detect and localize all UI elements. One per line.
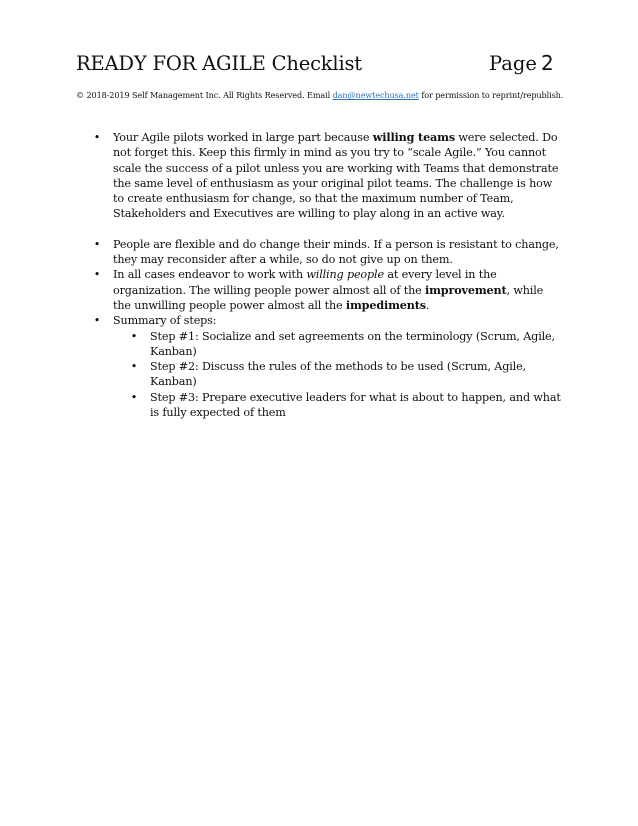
step-text: Step #3: Prepare executive leaders for what is about to happen, and what is fully expected of them [150,390,561,420]
bullet-icon: • [93,314,101,328]
item-emphasis: improvement [425,282,507,297]
step-text: Step #2: Discuss the rules of the methods to be used (Scrum, Agile, Kanban) [150,360,526,389]
item-text: Your Agile pilots worked in large part because [113,131,373,144]
item-text: In all cases endeavor to work with [113,268,307,282]
item-text: at every level in the organization. The willing people power almost all of the [113,268,497,297]
copyright-text: © 2018-2019 Self Management Inc. All Rights Reserved. Email [76,90,333,100]
item-text: were selected. Do not forget this. Keep this firmly in mind as you try to “scale Agile.” You cannot scale the success of a pilot unless you are working with Teams that demonstrate the same level of enthusiasm as your original pilot teams. The challenge is how to create enthusiasm for change, so that the maximum number of Team, Stakeholders and Executives are willing to play along in an active way. [113,131,559,221]
page-number: 2 [541,51,554,75]
bullet-icon: • [93,131,101,144]
item-text: . [425,298,430,312]
copyright-suffix: for permission to reprint/republish. [418,90,564,100]
item-emphasis: impediments [345,297,426,312]
list-item [92,267,562,313]
item-text: People are flexible and do change their minds. If a person is resistant to change, they may reconsider after a while, so do not give up on them. [113,237,559,267]
copyright-line [76,90,563,100]
page-header [76,52,556,80]
list-item [92,130,562,222]
bullet-icon: • [93,268,101,282]
bullet-icon: • [93,237,101,251]
bullet-icon: • [130,390,138,404]
list-item [92,237,562,268]
email-link[interactable]: dan@newtechusa.net [332,90,419,100]
item-italic: willing people [306,268,384,282]
item-emphasis: willing teams [372,130,455,144]
step-item [129,390,562,421]
page-label: Page [489,52,537,75]
item-text: , while the unwilling people power almost all the [113,283,544,312]
steps-list [129,329,562,421]
step-text: Step #1: Socialize and set agreements on the terminology (Scrum, Agile, Kanban) [150,329,555,358]
checklist-content [92,130,562,420]
item-text: Summary of steps: [113,314,217,328]
bullet-list [92,130,562,420]
bullet-icon: • [130,360,138,374]
document-title: READY FOR AGILE Checklist [76,52,362,75]
bullet-icon: • [130,329,138,343]
step-item [129,359,562,390]
step-item [129,329,562,360]
list-item [92,313,562,420]
